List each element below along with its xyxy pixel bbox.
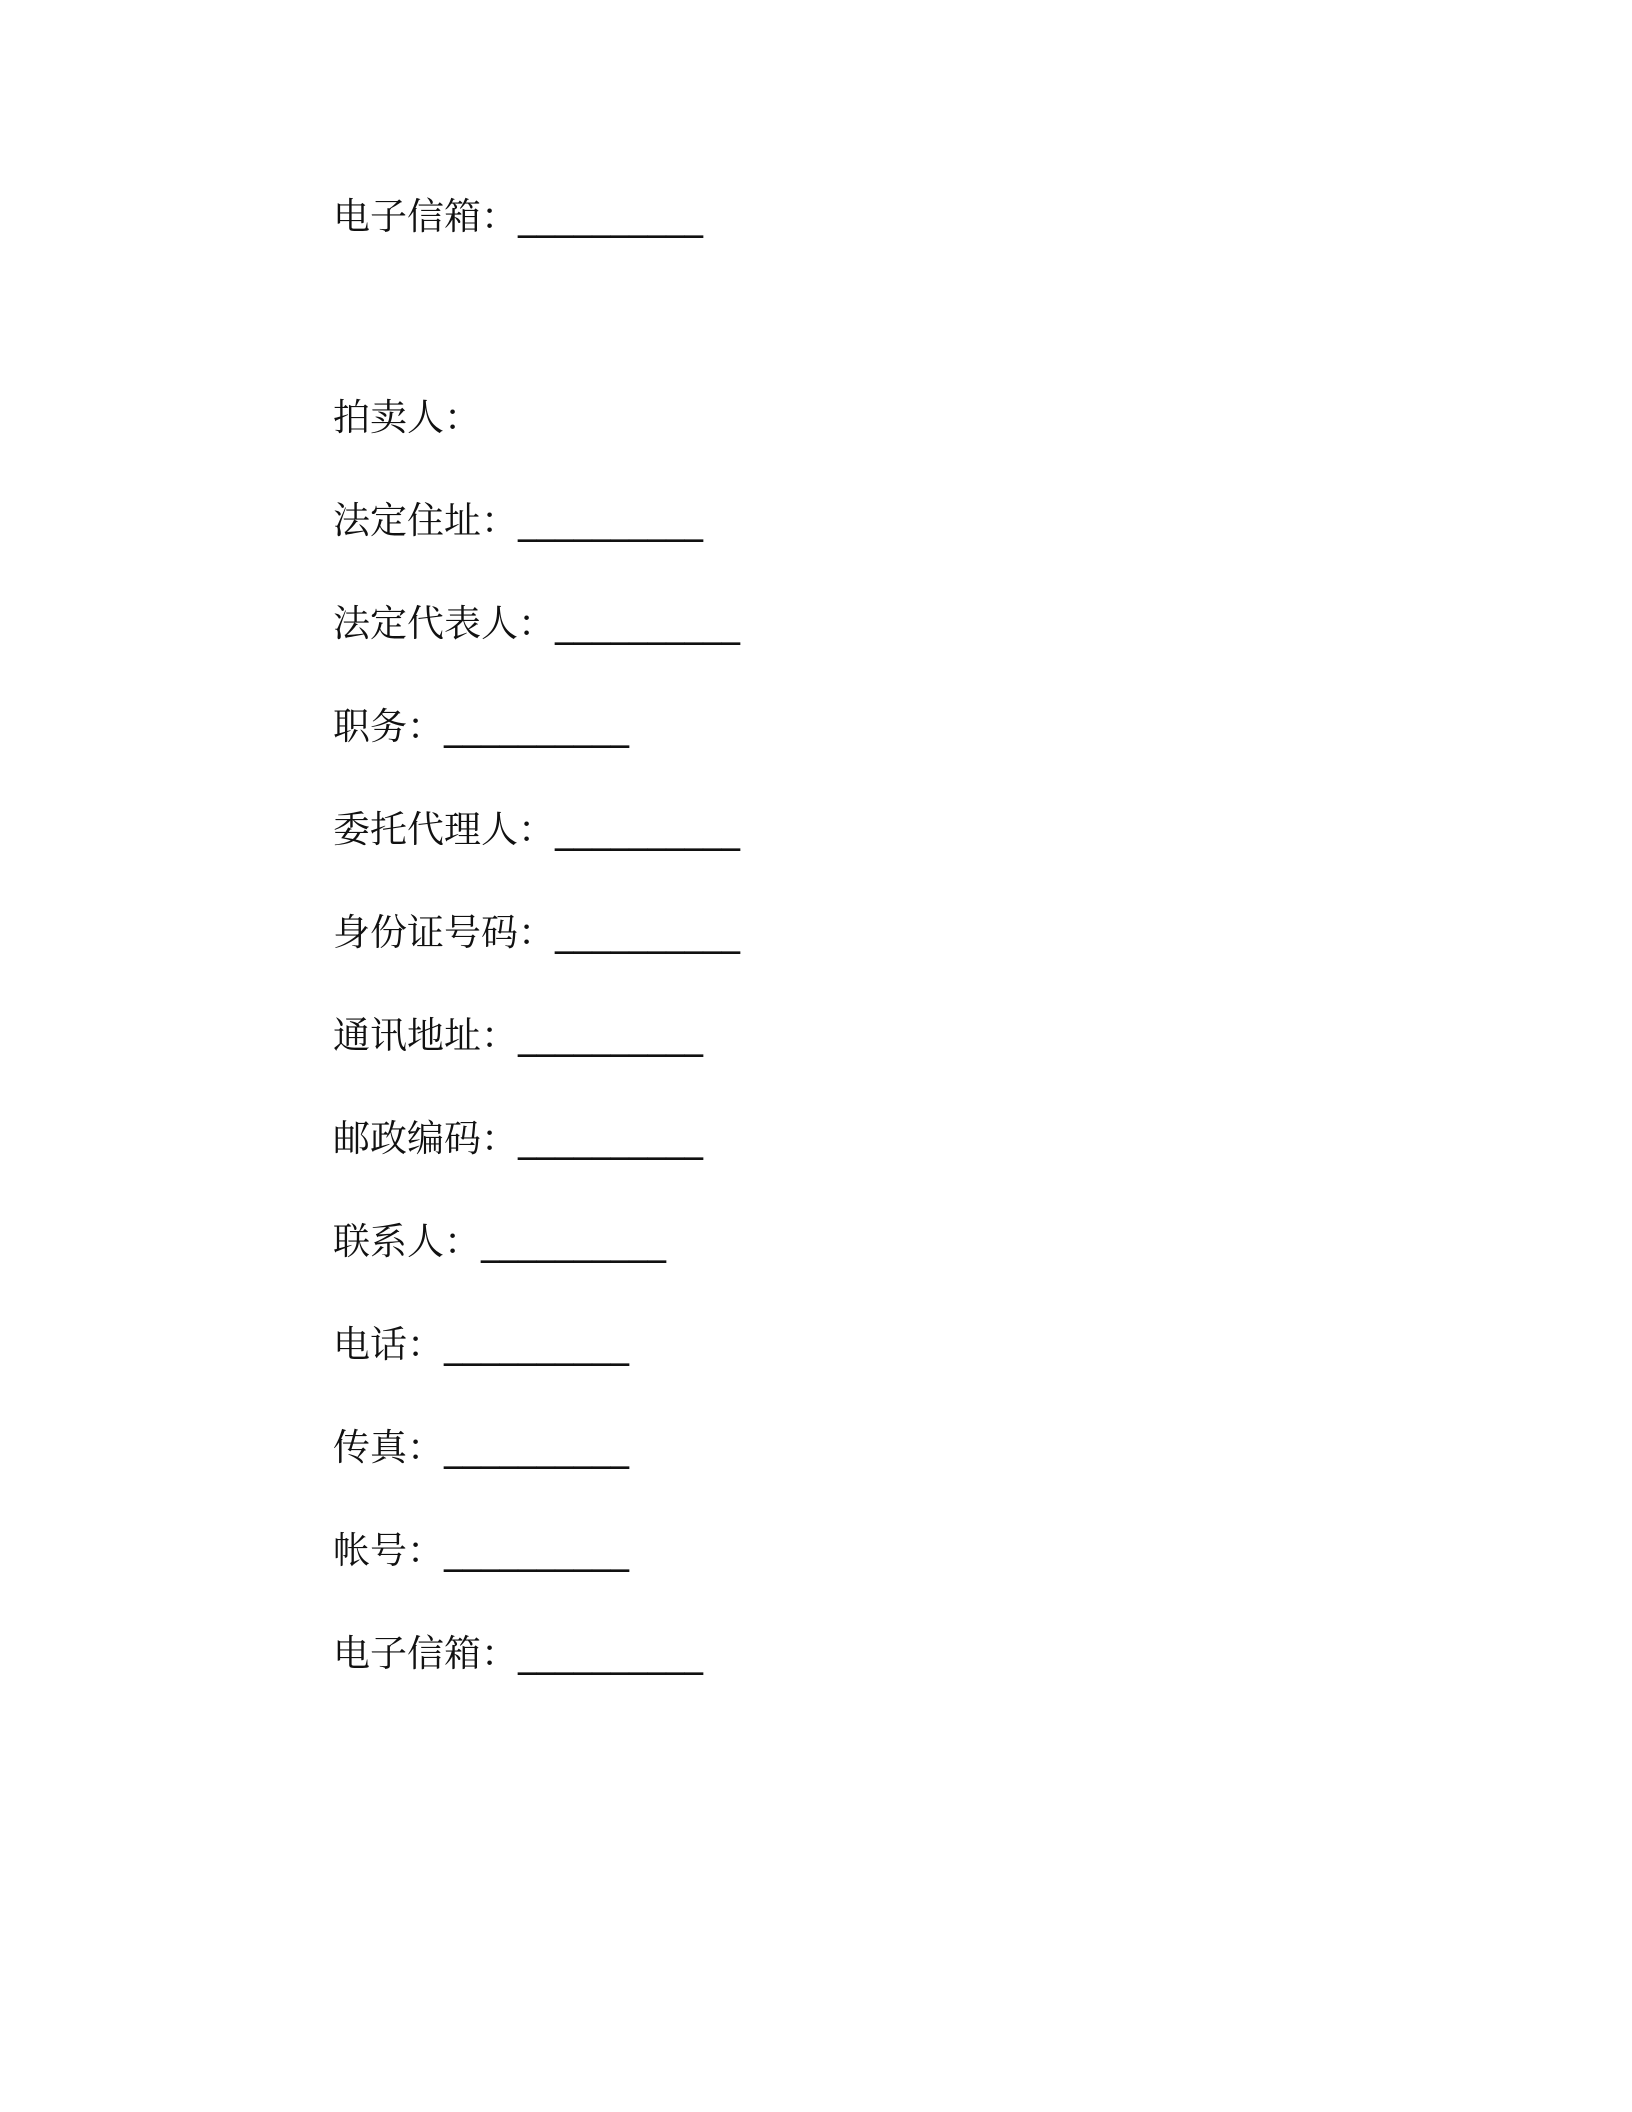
field-email-bottom: 电子信箱：__________ bbox=[333, 1632, 703, 1675]
field-authorized-agent: 委托代理人：__________ bbox=[333, 808, 740, 851]
field-phone: 电话：__________ bbox=[333, 1323, 629, 1366]
field-mailing-address: 通讯地址：__________ bbox=[333, 1014, 703, 1057]
field-account-number: 帐号：__________ bbox=[333, 1529, 629, 1572]
field-legal-address: 法定住址：__________ bbox=[333, 499, 703, 542]
field-id-number: 身份证号码：__________ bbox=[333, 911, 740, 954]
field-postal-code: 邮政编码：__________ bbox=[333, 1117, 703, 1160]
field-legal-representative: 法定代表人：__________ bbox=[333, 602, 740, 645]
field-fax: 传真：__________ bbox=[333, 1426, 629, 1469]
field-position: 职务：__________ bbox=[333, 705, 629, 748]
section-auctioneer: 拍卖人： bbox=[333, 396, 481, 439]
field-email-top: 电子信箱：__________ bbox=[333, 195, 703, 238]
field-contact-person: 联系人：__________ bbox=[333, 1220, 666, 1263]
